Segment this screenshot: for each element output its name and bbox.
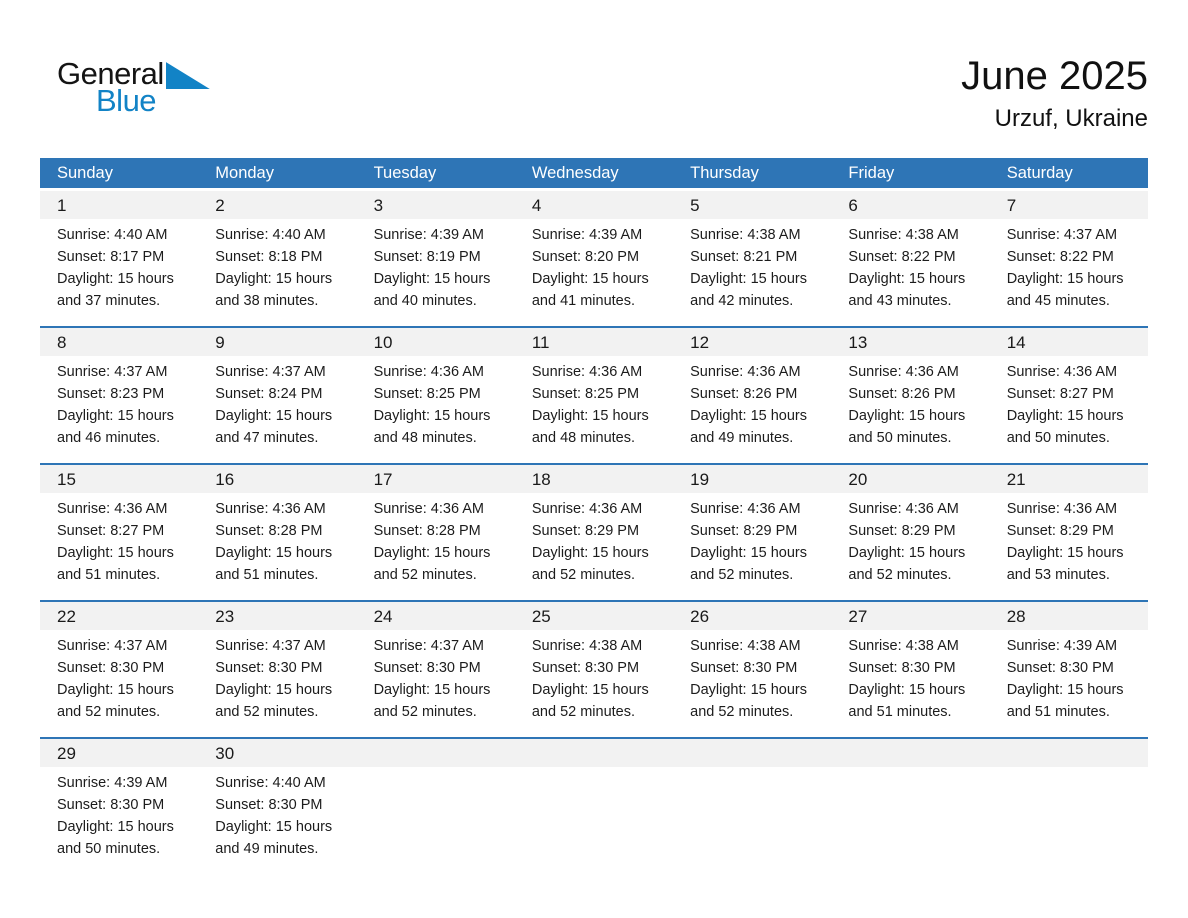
day-cell bbox=[673, 328, 831, 463]
daylight-text-line1: Daylight: 15 hours bbox=[1006, 271, 1124, 287]
daylight-text-line2: and 42 minutes. bbox=[690, 293, 794, 309]
sunset-text: Sunset: 8:29 PM bbox=[531, 523, 640, 539]
day-number: 2 bbox=[198, 191, 356, 219]
day-info bbox=[198, 493, 356, 600]
daylight-text-line2: and 50 minutes. bbox=[1006, 430, 1110, 446]
sunrise-text: Sunrise: 4:36 AM bbox=[373, 364, 484, 380]
day-number: 5 bbox=[673, 191, 831, 219]
sunrise-text: Sunrise: 4:37 AM bbox=[215, 638, 326, 654]
day-number: 13 bbox=[831, 328, 989, 356]
daylight-text-line1: Daylight: 15 hours bbox=[848, 271, 966, 287]
day-number: 6 bbox=[831, 191, 989, 219]
day-cell bbox=[831, 465, 989, 600]
sunrise-text: Sunrise: 4:38 AM bbox=[848, 638, 959, 654]
day-cell bbox=[357, 602, 515, 737]
day-number: 17 bbox=[357, 465, 515, 493]
day-cell bbox=[515, 191, 673, 326]
sunset-text: Sunset: 8:30 PM bbox=[57, 797, 165, 813]
day-number: 9 bbox=[198, 328, 356, 356]
daylight-text-line1: Daylight: 15 hours bbox=[1006, 682, 1124, 698]
weekday-header-row bbox=[40, 158, 1148, 188]
day-number: 15 bbox=[40, 465, 198, 493]
title-block bbox=[961, 52, 1148, 133]
sunset-text: Sunset: 8:26 PM bbox=[848, 386, 956, 402]
sunset-text: Sunset: 8:21 PM bbox=[690, 249, 798, 265]
logo-triangle-icon bbox=[166, 62, 210, 89]
sunset-text: Sunset: 8:30 PM bbox=[848, 660, 956, 676]
daylight-text-line2: and 47 minutes. bbox=[215, 430, 319, 446]
sunrise-text: Sunrise: 4:39 AM bbox=[57, 775, 168, 791]
weekday-header-thursday: Thursday bbox=[690, 163, 759, 182]
week-row-1 bbox=[40, 191, 1148, 326]
daylight-text-line1: Daylight: 15 hours bbox=[57, 408, 174, 424]
day-info bbox=[515, 493, 673, 600]
daylight-text-line1: Daylight: 15 hours bbox=[215, 408, 333, 424]
daylight-text-line1: Daylight: 15 hours bbox=[1006, 545, 1124, 561]
day-cell bbox=[198, 191, 356, 326]
weekday-header-sunday: Sunday bbox=[57, 163, 113, 182]
day-info bbox=[673, 630, 831, 737]
daylight-text-line1: Daylight: 15 hours bbox=[848, 682, 966, 698]
daylight-text-line1: Daylight: 15 hours bbox=[690, 408, 807, 424]
sunrise-text: Sunrise: 4:36 AM bbox=[690, 364, 801, 380]
day-cell bbox=[831, 191, 989, 326]
sunset-text: Sunset: 8:29 PM bbox=[690, 523, 798, 539]
daylight-text-line1: Daylight: 15 hours bbox=[531, 545, 649, 561]
sunset-text: Sunset: 8:28 PM bbox=[373, 523, 481, 539]
sunset-text: Sunset: 8:30 PM bbox=[690, 660, 798, 676]
sunrise-text: Sunrise: 4:36 AM bbox=[690, 501, 801, 517]
day-strip-empty bbox=[831, 739, 989, 767]
day-info bbox=[357, 493, 515, 600]
daylight-text-line2: and 37 minutes. bbox=[57, 293, 161, 309]
day-cell bbox=[990, 602, 1148, 737]
day-info bbox=[990, 219, 1148, 326]
daylight-text-line2: and 38 minutes. bbox=[215, 293, 319, 309]
day-strip-empty bbox=[990, 739, 1148, 767]
sunset-text: Sunset: 8:22 PM bbox=[1006, 249, 1114, 265]
sunset-text: Sunset: 8:20 PM bbox=[531, 249, 640, 265]
day-info bbox=[40, 767, 198, 874]
sunset-text: Sunset: 8:30 PM bbox=[531, 660, 640, 676]
sunrise-text: Sunrise: 4:36 AM bbox=[531, 501, 643, 517]
sunset-text: Sunset: 8:29 PM bbox=[848, 523, 956, 539]
day-number: 29 bbox=[40, 739, 198, 767]
sunrise-text: Sunrise: 4:39 AM bbox=[373, 227, 484, 243]
daylight-text-line2: and 52 minutes. bbox=[531, 704, 636, 720]
day-cell bbox=[831, 328, 989, 463]
sunset-text: Sunset: 8:18 PM bbox=[215, 249, 323, 265]
daylight-text-line2: and 53 minutes. bbox=[1006, 567, 1110, 583]
day-info bbox=[357, 630, 515, 737]
daylight-text-line1: Daylight: 15 hours bbox=[531, 408, 649, 424]
sunrise-text: Sunrise: 4:40 AM bbox=[215, 775, 326, 791]
day-info bbox=[198, 630, 356, 737]
sunrise-text: Sunrise: 4:38 AM bbox=[848, 227, 959, 243]
daylight-text-line1: Daylight: 15 hours bbox=[690, 545, 807, 561]
day-cell bbox=[40, 739, 198, 874]
daylight-text-line2: and 40 minutes. bbox=[373, 293, 477, 309]
day-info bbox=[831, 219, 989, 326]
sunrise-text: Sunrise: 4:37 AM bbox=[1006, 227, 1118, 243]
day-info bbox=[40, 219, 198, 326]
week-row-5 bbox=[40, 737, 1148, 874]
daylight-text-line2: and 48 minutes. bbox=[373, 430, 477, 446]
daylight-text-line2: and 52 minutes. bbox=[690, 567, 794, 583]
daylight-text-line1: Daylight: 15 hours bbox=[215, 545, 333, 561]
weekday-header-friday: Friday bbox=[848, 163, 895, 182]
sunrise-text: Sunrise: 4:36 AM bbox=[1006, 501, 1118, 517]
sunset-text: Sunset: 8:17 PM bbox=[57, 249, 165, 265]
day-number: 4 bbox=[515, 191, 673, 219]
sunrise-text: Sunrise: 4:38 AM bbox=[690, 638, 801, 654]
day-number: 22 bbox=[40, 602, 198, 630]
sunset-text: Sunset: 8:26 PM bbox=[690, 386, 798, 402]
day-cell bbox=[40, 328, 198, 463]
daylight-text-line1: Daylight: 15 hours bbox=[531, 271, 649, 287]
day-number: 3 bbox=[357, 191, 515, 219]
sunrise-text: Sunrise: 4:37 AM bbox=[215, 364, 326, 380]
daylight-text-line2: and 51 minutes. bbox=[848, 704, 952, 720]
daylight-text-line2: and 49 minutes. bbox=[215, 841, 319, 857]
weekday-header-wednesday: Wednesday bbox=[531, 163, 619, 182]
daylight-text-line2: and 51 minutes. bbox=[57, 567, 161, 583]
week-row-4 bbox=[40, 600, 1148, 737]
empty-cell bbox=[357, 739, 515, 874]
day-info bbox=[515, 630, 673, 737]
sunrise-text: Sunrise: 4:39 AM bbox=[1006, 638, 1118, 654]
day-info bbox=[831, 630, 989, 737]
sunrise-text: Sunrise: 4:36 AM bbox=[215, 501, 326, 517]
daylight-text-line1: Daylight: 15 hours bbox=[690, 682, 807, 698]
week-row-2 bbox=[40, 326, 1148, 463]
sunset-text: Sunset: 8:28 PM bbox=[215, 523, 323, 539]
calendar-month-title: June 2025 bbox=[961, 54, 1148, 98]
daylight-text-line2: and 46 minutes. bbox=[57, 430, 161, 446]
day-number: 10 bbox=[357, 328, 515, 356]
sunset-text: Sunset: 8:24 PM bbox=[215, 386, 323, 402]
empty-cell bbox=[515, 739, 673, 874]
day-number: 16 bbox=[198, 465, 356, 493]
sunset-text: Sunset: 8:30 PM bbox=[57, 660, 165, 676]
sunset-text: Sunset: 8:25 PM bbox=[373, 386, 481, 402]
weekday-header-saturday: Saturday bbox=[1006, 163, 1073, 182]
day-cell bbox=[990, 465, 1148, 600]
daylight-text-line2: and 41 minutes. bbox=[531, 293, 636, 309]
daylight-text-line1: Daylight: 15 hours bbox=[373, 271, 491, 287]
day-number: 21 bbox=[990, 465, 1148, 493]
daylight-text-line1: Daylight: 15 hours bbox=[373, 408, 491, 424]
day-number: 19 bbox=[673, 465, 831, 493]
day-info bbox=[198, 767, 356, 874]
day-number: 24 bbox=[357, 602, 515, 630]
sunrise-text: Sunrise: 4:36 AM bbox=[373, 501, 484, 517]
day-cell bbox=[198, 465, 356, 600]
day-cell bbox=[515, 328, 673, 463]
day-cell bbox=[357, 328, 515, 463]
day-cell bbox=[673, 602, 831, 737]
day-number: 12 bbox=[673, 328, 831, 356]
sunrise-text: Sunrise: 4:36 AM bbox=[531, 364, 643, 380]
week-row-3 bbox=[40, 463, 1148, 600]
sunset-text: Sunset: 8:27 PM bbox=[57, 523, 165, 539]
daylight-text-line2: and 52 minutes. bbox=[531, 567, 636, 583]
empty-cell bbox=[673, 739, 831, 874]
day-info bbox=[831, 493, 989, 600]
daylight-text-line2: and 45 minutes. bbox=[1006, 293, 1110, 309]
day-number: 25 bbox=[515, 602, 673, 630]
daylight-text-line1: Daylight: 15 hours bbox=[57, 819, 174, 835]
daylight-text-line2: and 51 minutes. bbox=[1006, 704, 1110, 720]
daylight-text-line2: and 52 minutes. bbox=[373, 567, 477, 583]
day-cell bbox=[357, 191, 515, 326]
day-info bbox=[40, 493, 198, 600]
daylight-text-line1: Daylight: 15 hours bbox=[373, 545, 491, 561]
day-cell bbox=[40, 602, 198, 737]
daylight-text-line1: Daylight: 15 hours bbox=[215, 682, 333, 698]
sunrise-text: Sunrise: 4:37 AM bbox=[57, 364, 168, 380]
daylight-text-line2: and 43 minutes. bbox=[848, 293, 952, 309]
logo-text-general: General bbox=[57, 56, 164, 91]
sunrise-text: Sunrise: 4:36 AM bbox=[848, 501, 959, 517]
day-info bbox=[673, 219, 831, 326]
weekday-header-tuesday: Tuesday bbox=[373, 163, 437, 182]
sunset-text: Sunset: 8:27 PM bbox=[1006, 386, 1114, 402]
day-info bbox=[673, 356, 831, 463]
calendar-grid bbox=[40, 158, 1148, 874]
day-cell bbox=[198, 602, 356, 737]
sunrise-text: Sunrise: 4:36 AM bbox=[57, 501, 168, 517]
day-cell bbox=[198, 739, 356, 874]
sunrise-text: Sunrise: 4:36 AM bbox=[1006, 364, 1118, 380]
day-number: 11 bbox=[515, 328, 673, 356]
day-info bbox=[357, 219, 515, 326]
sunset-text: Sunset: 8:30 PM bbox=[373, 660, 481, 676]
daylight-text-line1: Daylight: 15 hours bbox=[215, 819, 333, 835]
sunset-text: Sunset: 8:30 PM bbox=[1006, 660, 1114, 676]
daylight-text-line2: and 50 minutes. bbox=[57, 841, 161, 857]
daylight-text-line2: and 48 minutes. bbox=[531, 430, 636, 446]
day-cell bbox=[673, 191, 831, 326]
day-info bbox=[515, 219, 673, 326]
day-info bbox=[357, 356, 515, 463]
day-number: 23 bbox=[198, 602, 356, 630]
day-info bbox=[990, 493, 1148, 600]
day-number: 8 bbox=[40, 328, 198, 356]
day-info bbox=[198, 219, 356, 326]
day-number: 30 bbox=[198, 739, 356, 767]
empty-cell bbox=[831, 739, 989, 874]
day-number: 28 bbox=[990, 602, 1148, 630]
day-info bbox=[515, 356, 673, 463]
day-number: 20 bbox=[831, 465, 989, 493]
day-cell bbox=[515, 602, 673, 737]
day-cell bbox=[40, 465, 198, 600]
day-cell bbox=[515, 465, 673, 600]
daylight-text-line2: and 50 minutes. bbox=[848, 430, 952, 446]
sunrise-text: Sunrise: 4:40 AM bbox=[215, 227, 326, 243]
day-cell bbox=[40, 191, 198, 326]
sunset-text: Sunset: 8:19 PM bbox=[373, 249, 481, 265]
day-number: 26 bbox=[673, 602, 831, 630]
daylight-text-line1: Daylight: 15 hours bbox=[848, 545, 966, 561]
daylight-text-line2: and 49 minutes. bbox=[690, 430, 794, 446]
daylight-text-line1: Daylight: 15 hours bbox=[1006, 408, 1124, 424]
daylight-text-line1: Daylight: 15 hours bbox=[848, 408, 966, 424]
day-cell bbox=[198, 328, 356, 463]
logo-text-blue: Blue bbox=[96, 83, 157, 118]
daylight-text-line2: and 52 minutes. bbox=[373, 704, 477, 720]
daylight-text-line2: and 52 minutes. bbox=[690, 704, 794, 720]
day-cell bbox=[357, 465, 515, 600]
sunset-text: Sunset: 8:23 PM bbox=[57, 386, 165, 402]
day-cell bbox=[831, 602, 989, 737]
daylight-text-line2: and 52 minutes. bbox=[215, 704, 319, 720]
sunset-text: Sunset: 8:30 PM bbox=[215, 797, 323, 813]
day-cell bbox=[673, 465, 831, 600]
sunset-text: Sunset: 8:22 PM bbox=[848, 249, 956, 265]
weekday-header-monday: Monday bbox=[215, 163, 274, 182]
day-number: 1 bbox=[40, 191, 198, 219]
sunrise-text: Sunrise: 4:38 AM bbox=[531, 638, 643, 654]
day-strip-empty bbox=[673, 739, 831, 767]
general-blue-logo bbox=[57, 58, 257, 116]
day-number: 27 bbox=[831, 602, 989, 630]
day-info bbox=[673, 493, 831, 600]
day-info bbox=[990, 630, 1148, 737]
day-info bbox=[40, 630, 198, 737]
calendar-location: Urzuf, Ukraine bbox=[994, 105, 1148, 132]
sunset-text: Sunset: 8:30 PM bbox=[215, 660, 323, 676]
day-cell bbox=[990, 328, 1148, 463]
daylight-text-line1: Daylight: 15 hours bbox=[57, 682, 174, 698]
empty-cell bbox=[990, 739, 1148, 874]
day-info bbox=[198, 356, 356, 463]
day-strip-empty bbox=[357, 739, 515, 767]
day-info bbox=[40, 356, 198, 463]
sunrise-text: Sunrise: 4:39 AM bbox=[531, 227, 643, 243]
sunrise-text: Sunrise: 4:37 AM bbox=[373, 638, 484, 654]
day-cell bbox=[990, 191, 1148, 326]
daylight-text-line1: Daylight: 15 hours bbox=[215, 271, 333, 287]
day-info bbox=[990, 356, 1148, 463]
page-header bbox=[0, 0, 1188, 158]
sunset-text: Sunset: 8:25 PM bbox=[531, 386, 640, 402]
calendar-body bbox=[40, 191, 1148, 874]
day-number: 18 bbox=[515, 465, 673, 493]
day-info bbox=[831, 356, 989, 463]
daylight-text-line1: Daylight: 15 hours bbox=[531, 682, 649, 698]
daylight-text-line2: and 51 minutes. bbox=[215, 567, 319, 583]
day-number: 7 bbox=[990, 191, 1148, 219]
day-number: 14 bbox=[990, 328, 1148, 356]
sunrise-text: Sunrise: 4:38 AM bbox=[690, 227, 801, 243]
daylight-text-line1: Daylight: 15 hours bbox=[373, 682, 491, 698]
day-strip-empty bbox=[515, 739, 673, 767]
daylight-text-line2: and 52 minutes. bbox=[848, 567, 952, 583]
daylight-text-line1: Daylight: 15 hours bbox=[690, 271, 807, 287]
daylight-text-line2: and 52 minutes. bbox=[57, 704, 161, 720]
sunrise-text: Sunrise: 4:40 AM bbox=[57, 227, 168, 243]
daylight-text-line1: Daylight: 15 hours bbox=[57, 545, 174, 561]
sunrise-text: Sunrise: 4:37 AM bbox=[57, 638, 168, 654]
daylight-text-line1: Daylight: 15 hours bbox=[57, 271, 174, 287]
sunrise-text: Sunrise: 4:36 AM bbox=[848, 364, 959, 380]
sunset-text: Sunset: 8:29 PM bbox=[1006, 523, 1114, 539]
